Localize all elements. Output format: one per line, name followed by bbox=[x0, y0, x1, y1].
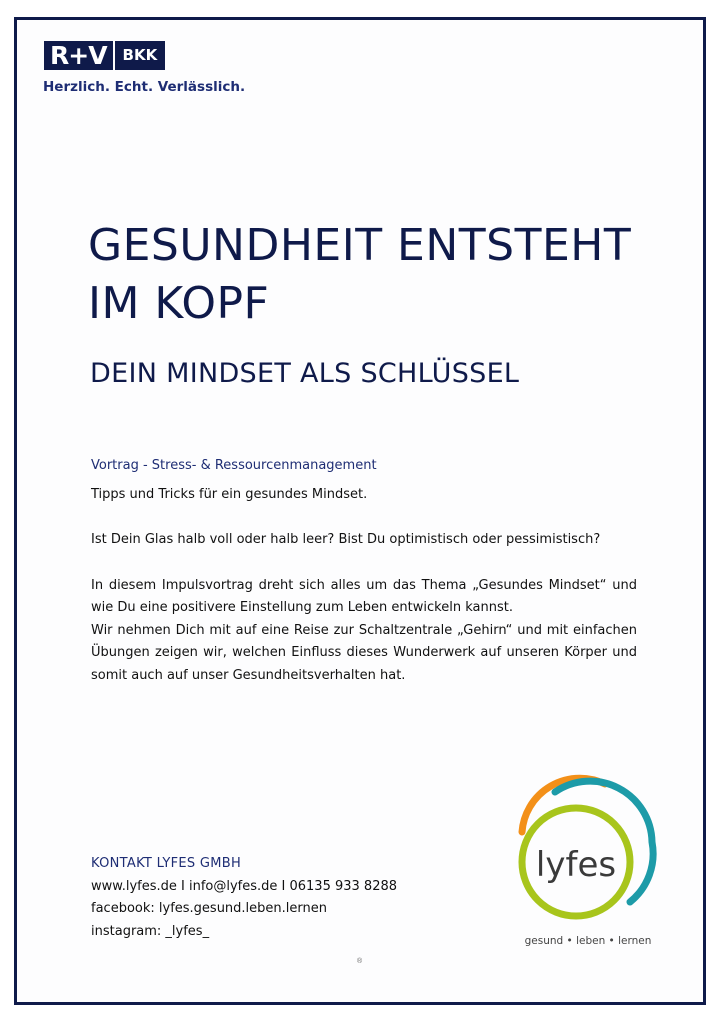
intro-text: Tipps und Tricks für ein gesundes Mindset. bbox=[91, 486, 368, 502]
page-subtitle: DEIN MINDSET ALS SCHLÜSSEL bbox=[90, 358, 520, 389]
contact-block bbox=[91, 853, 397, 943]
rv-logo-mark: R+V bbox=[44, 41, 113, 70]
question-text: Ist Dein Glas halb voll oder halb leer? Bist Du optimistisch oder pessimistisch? bbox=[91, 532, 601, 547]
lyfes-wordmark: lyfes bbox=[535, 845, 617, 885]
contact-facebook[interactable]: facebook: lyfes.gesund.leben.lernen bbox=[91, 901, 327, 916]
talk-category: Vortrag - Stress- & Ressourcenmanagement bbox=[91, 458, 377, 473]
lyfes-tagline: gesund • leben • lernen bbox=[524, 935, 652, 947]
contact-title: KONTAKT LYFES GMBH bbox=[91, 856, 242, 871]
contact-instagram[interactable]: instagram: _lyfes_ bbox=[91, 923, 210, 939]
bkk-logo-mark: BKK bbox=[115, 41, 166, 70]
contact-web-email-phone[interactable]: www.lyfes.de I info@lyfes.de I 06135 933 8288 bbox=[91, 878, 398, 894]
registered-mark: ® bbox=[357, 958, 363, 965]
body-content bbox=[91, 455, 637, 687]
rv-bkk-logo bbox=[44, 41, 165, 70]
title-line-2: IM KOPF bbox=[88, 278, 270, 329]
lyfes-logo bbox=[510, 772, 660, 957]
paragraph-1: In diesem Impulsvortrag dreht sich alles um das Thema „Gesundes Mindset“ und wie Du eine positivere Einstellung zum Leben entwickeln kannst. bbox=[91, 577, 637, 615]
brand-tagline: Herzlich. Echt. Verlässlich. bbox=[43, 79, 246, 95]
title-line-1: GESUNDHEIT ENTSTEHT bbox=[88, 220, 632, 271]
page-title bbox=[88, 217, 688, 333]
paragraph-2: Wir nehmen Dich mit auf eine Reise zur Schaltzentrale „Gehirn“ und mit einfachen Übungen zeigen wir, welchen Einfluss dieses Wunderwerk auf unseren Körper und somit auch auf unser Gesundheitsverhalten hat. bbox=[91, 622, 637, 683]
